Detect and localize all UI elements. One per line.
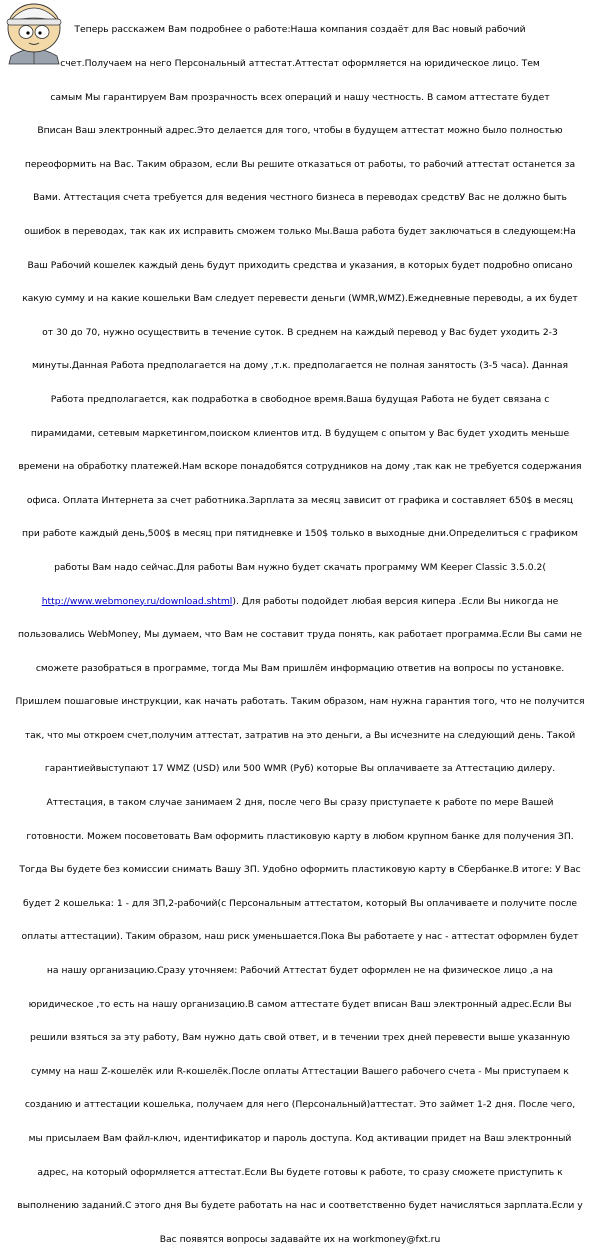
text-line: Пришлем пошаговые инструкции, как начать работать. Таким образом, нам нужна гарантия того, что не получится bbox=[15, 696, 585, 708]
text-line: офиса. Оплата Интернета за счет работника.Зарплата за месяц зависит от графика и составляет 650$ в месяц bbox=[26, 494, 574, 506]
text-line: Аттестация, в таком случае занимаем 2 дня, после чего Вы сразу приступаете к работе по мере Вашей bbox=[46, 797, 554, 809]
text-line: работы Вам надо сейчас.Для работы Вам нужно будет скачать программу WM Keeper Classic 3.5.0.2( bbox=[54, 561, 546, 573]
text-line: пирамидами, сетевым маркетингом,поиском клиентов итд. В будущем с опытом у Вас будет уходить меньше bbox=[30, 427, 570, 439]
text-line: на нашу организацию.Сразу уточняем: Рабочий Аттестат будет оформлен не на физическое лицо ,а на bbox=[46, 965, 554, 977]
text-line: сумму на наш Z-кошелёк или R-кошелёк.После оплаты Аттестации Вашего рабочего счета - Мы приступаем к bbox=[31, 1065, 569, 1077]
text-line: Вами. Аттестация счета требуется для ведения честного бизнеса в переводах средствУ Вас не должно быть bbox=[33, 192, 567, 204]
text-line-with-link bbox=[0, 596, 600, 607]
text-line-tail: ). Для работы подойдет любая версия кипера .Если Вы никогда не bbox=[232, 595, 559, 607]
text-line: переоформить на Вас. Таким образом, если Вы решите отказаться от работы, то рабочий аттестат останется за bbox=[24, 158, 576, 170]
download-link[interactable]: http://www.webmoney.ru/download.shtml bbox=[41, 595, 233, 607]
text-line: Работа предполагается, как подработка в свободное время.Ваша будущая Работа не будет связана с bbox=[50, 393, 550, 405]
text-line: Тогда Вы будете без комиссии снимать Вашу ЗП. Удобно оформить пластиковую карту в Сбербанке.В итоге: У Вас bbox=[19, 864, 581, 876]
text-line: адрес, на который оформляется аттестат.Если Вы будете готовы к работе, то сразу сможете приступить к bbox=[37, 1166, 563, 1178]
document-body bbox=[0, 2, 600, 1256]
text-line: Ваш Рабочий кошелек каждый день будут приходить средства и указания, в которых будет подробно описано bbox=[27, 259, 573, 271]
text-line: решили взяться за эту работу, Вам нужно дать свой ответ, и в течении трех дней перевести выше указанную bbox=[30, 1032, 570, 1044]
text-line: времени на обработку платежей.Нам вскоре понадобятся сотрудников на дому ,так как не требуется содержания bbox=[18, 461, 582, 473]
text-line: юридическое ,то есть на нашу организацию.В самом аттестате будет вписан Ваш электронный адрес.Если Вы bbox=[28, 998, 572, 1010]
text-line: оплаты аттестации). Таким образом, наш риск уменьшается.Пока Вы работаете у нас - аттестат оформлен будет bbox=[21, 931, 579, 943]
text-line: созданию и аттестации кошелька, получаем для него (Персональный)аттестат. Это займет 1-2 дня. После чего, bbox=[24, 1099, 576, 1111]
text-line: ошибок в переводах, так как их исправить сможем только Мы.Ваша работа будет заключаться в следующем:На bbox=[24, 225, 576, 237]
text-line: пользовались WebMoney, Мы думаем, что Вам не составит труда понять, как работает программа.Если Вы сами не bbox=[18, 629, 582, 641]
text-line: самым Мы гарантируем Вам прозрачность всех операций и нашу честность. В самом аттестате будет bbox=[50, 91, 550, 103]
text-line: счет.Получаем на него Персональный аттестат.Аттестат оформляется на юридическое лицо. Тем bbox=[60, 58, 540, 69]
text-line: так, что мы откроем счет,получим аттестат, затратив на это деньги, а Вы исчезните на следующий день. Такой bbox=[24, 729, 576, 741]
text-line: выполнению заданий.С этого дня Вы будете работать на нас и соответственно будет начисляться зарплата.Если у bbox=[17, 1200, 583, 1212]
text-line: мы присылаем Вам файл-ключ, идентификатор и пароль доступа. Код активации придет на Ваш электронный bbox=[28, 1133, 572, 1144]
text-line: готовности. Можем посоветовать Вам оформить пластиковую карту в любом крупном банке для получения ЗП. bbox=[26, 830, 574, 842]
text-line: от 30 до 70, нужно осуществить в течение суток. В среднем на каждый перевод у Вас будет уходить 2-3 bbox=[42, 326, 558, 338]
text-line: сможете разобраться в программе, тогда Мы Вам пришлём информацию ответив на вопросы по установке. bbox=[35, 662, 565, 674]
text-line: минуты.Данная Работа предполагается на дому ,т.к. предполагается не полная занятость (3-5 часа). Данная bbox=[32, 360, 568, 372]
text-line: Теперь расскажем Вам подробнее о работе:Наша компания создаёт для Вас новый рабочий bbox=[74, 24, 526, 36]
text-line: при работе каждый день,500$ в месяц при пятидневке и 150$ только в выходные дни.Определиться с графиком bbox=[22, 528, 578, 540]
text-line: гарантиейвыступают 17 WMZ (USD) или 500 WMR (Руб) которые Вы оплачиваете за Аттестацию дилеру. bbox=[44, 763, 556, 775]
text-line: Вписан Ваш электронный адрес.Это делается для того, чтобы в будущем аттестат можно было полностью bbox=[37, 125, 563, 137]
text-line: Вас появятся вопросы задавайте их на workmoney@fxt.ru bbox=[159, 1233, 441, 1245]
text-line: будет 2 кошелька: 1 - для ЗП,2-рабочий(с Персональным аттестатом, который Вы оплачиваете и получите после bbox=[22, 897, 578, 909]
text-line: какую сумму и на какие кошельки Вам следует перевести деньги (WMR,WMZ).Ежедневные переводы, а их будет bbox=[22, 293, 578, 305]
